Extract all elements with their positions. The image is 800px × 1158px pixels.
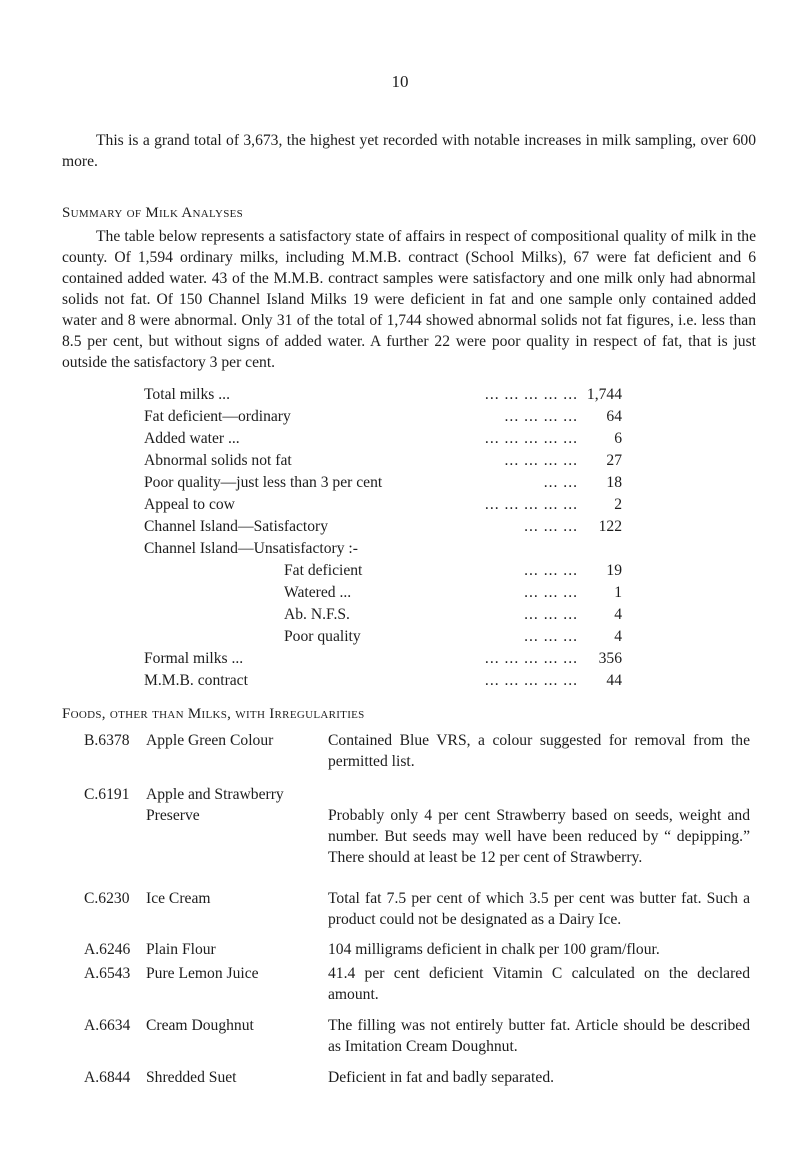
food-name: Ice Cream <box>146 890 211 907</box>
stat-value: 27 <box>606 452 622 469</box>
stat-leader-dots: ... ... ... <box>524 584 578 601</box>
stat-row <box>144 670 622 692</box>
stat-label: Total milks ... <box>144 386 230 403</box>
stat-label: Poor quality—just less than 3 per cent <box>144 474 383 491</box>
intro-text: This is a grand total of 3,673, the highest yet recorded with notable increases in milk sampling, over 600 more. <box>62 132 756 170</box>
food-name: Plain Flour <box>146 941 216 958</box>
food-name: Shredded Suet <box>146 1069 237 1086</box>
stat-value: 356 <box>598 650 622 667</box>
stat-label: Poor quality <box>284 628 361 645</box>
stat-row <box>144 560 622 582</box>
food-reference: C.6230 <box>84 890 130 907</box>
stat-label: Abnormal solids not fat <box>144 452 292 469</box>
food-note: 41.4 per cent deficient Vitamin C calculated on the declared amount. <box>328 965 750 1003</box>
stat-row <box>144 516 622 538</box>
food-note: Contained Blue VRS, a colour suggested for removal from the permitted list. <box>328 732 750 770</box>
stat-leader-dots: ... ... ... ... ... <box>484 672 578 689</box>
stat-leader-dots: ... ... ... ... <box>504 452 578 469</box>
stat-leader-dots: ... ... ... <box>524 606 578 623</box>
stat-row <box>144 384 622 406</box>
stat-label: Watered ... <box>284 584 352 601</box>
stat-leader-dots: ... ... ... <box>524 628 578 645</box>
summary-paragraph <box>62 226 756 373</box>
food-name: Apple and Strawberry Preserve <box>146 786 284 824</box>
stat-label: Added water ... <box>144 430 240 447</box>
stat-label: Appeal to cow <box>144 496 235 513</box>
stat-value: 4 <box>614 606 622 623</box>
food-reference: C.6191 <box>84 786 130 803</box>
food-reference: A.6543 <box>84 965 131 982</box>
foods-heading: Foods, other than Milks, with Irregularities <box>62 706 365 722</box>
food-note: 104 milligrams deficient in chalk per 100 gram/flour. <box>328 941 660 958</box>
food-reference: B.6378 <box>84 732 130 749</box>
stat-leader-dots: ... ... ... ... ... <box>484 386 578 403</box>
food-reference: A.6634 <box>84 1017 131 1034</box>
stat-leader-dots: ... ... ... ... ... <box>484 496 578 513</box>
stat-label: Channel Island—Unsatisfactory :- <box>144 540 358 557</box>
stat-leader-dots: ... ... ... ... ... <box>484 430 578 447</box>
food-note: Probably only 4 per cent Strawberry based on seeds, weight and number. But seeds may well have been reduced by “ depipping.” There should at least be 12 per cent of Strawberry. <box>328 807 750 866</box>
food-reference: A.6246 <box>84 941 131 958</box>
stat-leader-dots: ... ... ... ... <box>504 408 578 425</box>
stat-value: 18 <box>606 474 622 491</box>
stat-row <box>144 428 622 450</box>
stat-value: 1 <box>614 584 622 601</box>
stat-value: 2 <box>614 496 622 513</box>
stat-row <box>144 648 622 670</box>
stat-value: 19 <box>606 562 622 579</box>
stat-row <box>144 626 622 648</box>
page-number: 10 <box>391 72 409 91</box>
stat-leader-dots: ... ... ... <box>524 562 578 579</box>
stat-leader-dots: ... ... ... ... ... <box>484 650 578 667</box>
stat-leader-dots: ... ... <box>543 474 578 491</box>
stat-label: Formal milks ... <box>144 650 244 667</box>
stat-label: Fat deficient <box>284 562 363 579</box>
food-note: Deficient in fat and badly separated. <box>328 1069 555 1086</box>
stat-row <box>144 450 622 472</box>
summary-text: The table below represents a satisfactory state of affairs in respect of compositional quality of milk in the county. Of 1,594 ordinary milks, including M.M.B. contract (School Milks), 67 were fat deficient and 6 contained added water. 43 of the M.M.B. contract samples were satisfactory and one milk only had abnormal solids not fat. Of 150 Channel Island Milks 19 were deficient in fat and one sample only contained added water and 8 were abnormal. Only 31 of the total of 1,744 showed abnormal solids not fat figures, i.e. less than 8.5 per cent, but without signs of added water. A further 22 were poor quality in respect of fat, that is just outside the satisfactory 3 per cent. <box>62 228 756 371</box>
food-reference: A.6844 <box>84 1069 131 1086</box>
stat-row <box>144 604 622 626</box>
stat-value: 64 <box>606 408 622 425</box>
stat-value: 4 <box>614 628 622 645</box>
stat-value: 6 <box>614 430 622 447</box>
summary-heading: Summary of Milk Analyses <box>62 205 244 221</box>
food-note: Total fat 7.5 per cent of which 3.5 per cent was butter fat. Such a product could not be designated as a Dairy Ice. <box>328 890 750 928</box>
food-name: Pure Lemon Juice <box>146 965 259 982</box>
food-name: Cream Doughnut <box>146 1017 254 1034</box>
stat-value: 122 <box>598 518 622 535</box>
stat-value: 44 <box>606 672 622 689</box>
stat-row <box>144 582 622 604</box>
stat-leader-dots: ... ... ... <box>524 518 578 535</box>
food-note: The filling was not entirely butter fat. Article should be described as Imitation Cream Doughnut. <box>328 1017 750 1055</box>
stat-row <box>144 472 622 494</box>
stat-label: Fat deficient—ordinary <box>144 408 291 425</box>
stat-row <box>144 494 622 516</box>
stat-row <box>144 406 622 428</box>
intro-paragraph <box>62 130 756 172</box>
stat-row <box>144 538 622 560</box>
stat-value: 1,744 <box>586 386 622 403</box>
stat-label: Ab. N.F.S. <box>284 606 350 623</box>
stat-label: Channel Island—Satisfactory <box>144 518 329 535</box>
food-name: Apple Green Colour <box>146 732 274 749</box>
stat-label: M.M.B. contract <box>144 672 248 689</box>
